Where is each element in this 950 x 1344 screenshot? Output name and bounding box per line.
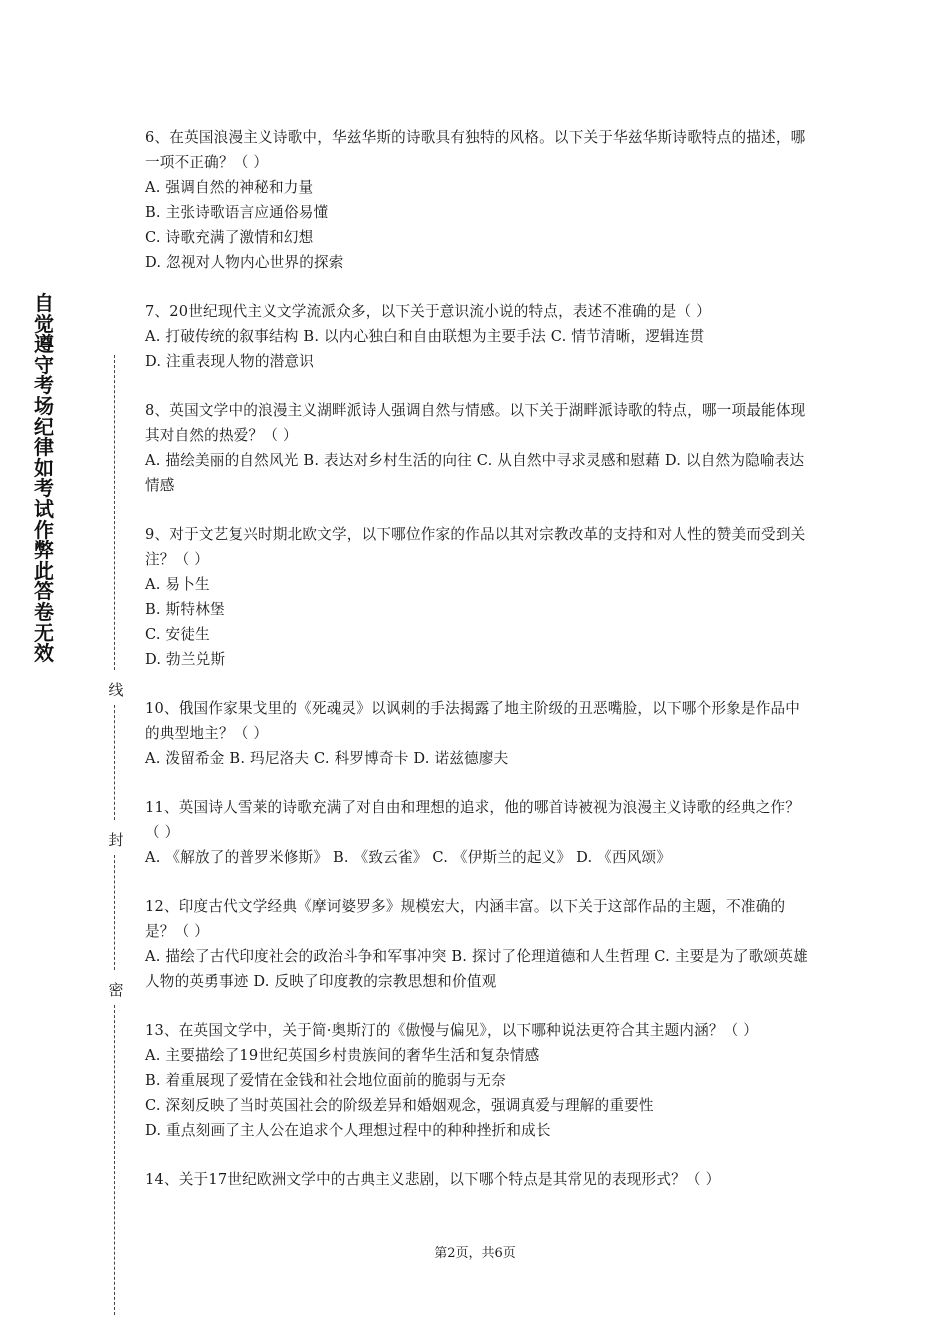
question-option: C. 深刻反映了当时英国社会的阶级差异和婚姻观念，强调真爱与理解的重要性 [145, 1097, 654, 1114]
question-list [145, 125, 810, 1216]
question-stem: 9、对于文艺复兴时期北欧文学，以下哪位作家的作品以其对宗教改革的支持和对人性的赞美而受到关注？（ ） [145, 526, 806, 568]
question-block [145, 1167, 810, 1192]
binding-dashed-line [114, 1005, 115, 1315]
question-option: A. 主要描绘了19世纪英国乡村贵族间的奢华生活和复杂情感 [145, 1047, 540, 1064]
question-option: A. 打破传统的叙事结构 B. 以内心独白和自由联想为主要手法 C. 情节清晰，逻辑连贯 [145, 328, 705, 345]
question-stem: 10、俄国作家果戈里的《死魂灵》以讽刺的手法揭露了地主阶级的丑恶嘴脸，以下哪个形象是作品中的典型地主？（ ） [145, 700, 801, 742]
question-stem: 14、关于17世纪欧洲文学中的古典主义悲剧，以下哪个特点是其常见的表现形式？（ ） [145, 1171, 721, 1188]
question-option: A. 泼留希金 B. 玛尼洛夫 C. 科罗博奇卡 D. 诺兹德廖夫 [145, 750, 509, 767]
binding-dashed-line [114, 355, 115, 670]
question-option: D. 重点刻画了主人公在追求个人理想过程中的种种挫折和成长 [145, 1122, 551, 1139]
question-option: A. 强调自然的神秘和力量 [145, 179, 314, 196]
question-option: C. 安徒生 [145, 626, 210, 643]
question-option: A. 易卜生 [145, 576, 210, 593]
question-option: D. 忽视对人物内心世界的探索 [145, 254, 344, 271]
question-block [145, 795, 810, 870]
question-block [145, 522, 810, 672]
question-option: A. 《解放了的普罗米修斯》 B. 《致云雀》 C. 《伊斯兰的起义》 D. 《西风颂》 [145, 849, 672, 866]
question-block [145, 696, 810, 771]
page-number: 第2页，共6页 [434, 1246, 516, 1261]
question-option: B. 斯特林堡 [145, 601, 225, 618]
question-stem: 6、在英国浪漫主义诗歌中，华兹华斯的诗歌具有独特的风格。以下关于华兹华斯诗歌特点的描述，哪一项不正确？（ ） [145, 129, 806, 171]
binding-label-seal: 封 [108, 831, 124, 849]
binding-dashed-line [114, 855, 115, 970]
question-stem: 12、印度古代文学经典《摩诃婆罗多》规模宏大，内涵丰富。以下关于这部作品的主题，不准确的是？（ ） [145, 898, 786, 940]
question-option: C. 诗歌充满了激情和幻想 [145, 229, 314, 246]
question-block [145, 894, 810, 994]
question-option: B. 着重展现了爱情在金钱和社会地位面前的脆弱与无奈 [145, 1072, 506, 1089]
binding-label-line: 线 [108, 681, 124, 699]
question-block [145, 125, 810, 275]
question-option: D. 勃兰兑斯 [145, 651, 226, 668]
question-block [145, 299, 810, 374]
question-option: D. 注重表现人物的潜意识 [145, 353, 314, 370]
question-block [145, 1018, 810, 1143]
question-stem: 13、在英国文学中，关于简·奥斯汀的《傲慢与偏见》，以下哪种说法更符合其主题内涵？（ ） [145, 1022, 759, 1039]
question-option: A. 描绘美丽的自然风光 B. 表达对乡村生活的向往 C. 从自然中寻求灵感和慰藉 D. 以自然为隐喻表达情感 [145, 452, 805, 494]
binding-dashed-line [114, 705, 115, 820]
question-block [145, 398, 810, 498]
question-option: A. 描绘了古代印度社会的政治斗争和军事冲突 B. 探讨了伦理道德和人生哲理 C. 主要是为了歌颂英雄人物的英勇事迹 D. 反映了印度教的宗教思想和价值观 [145, 948, 808, 990]
exam-discipline-note: 自觉遵守考场纪律如考试作弊此答卷无效 [34, 291, 54, 666]
binding-label-close: 密 [108, 981, 124, 999]
question-stem: 8、英国文学中的浪漫主义湖畔派诗人强调自然与情感。以下关于湖畔派诗歌的特点，哪一项最能体现其对自然的热爱？（ ） [145, 402, 806, 444]
question-stem: 11、英国诗人雪莱的诗歌充满了对自由和理想的追求，他的哪首诗被视为浪漫主义诗歌的经典之作？（ ） [145, 799, 801, 841]
question-option: B. 主张诗歌语言应通俗易懂 [145, 204, 329, 221]
question-stem: 7、20世纪现代主义文学流派众多，以下关于意识流小说的特点，表述不准确的是（ ） [145, 303, 711, 320]
